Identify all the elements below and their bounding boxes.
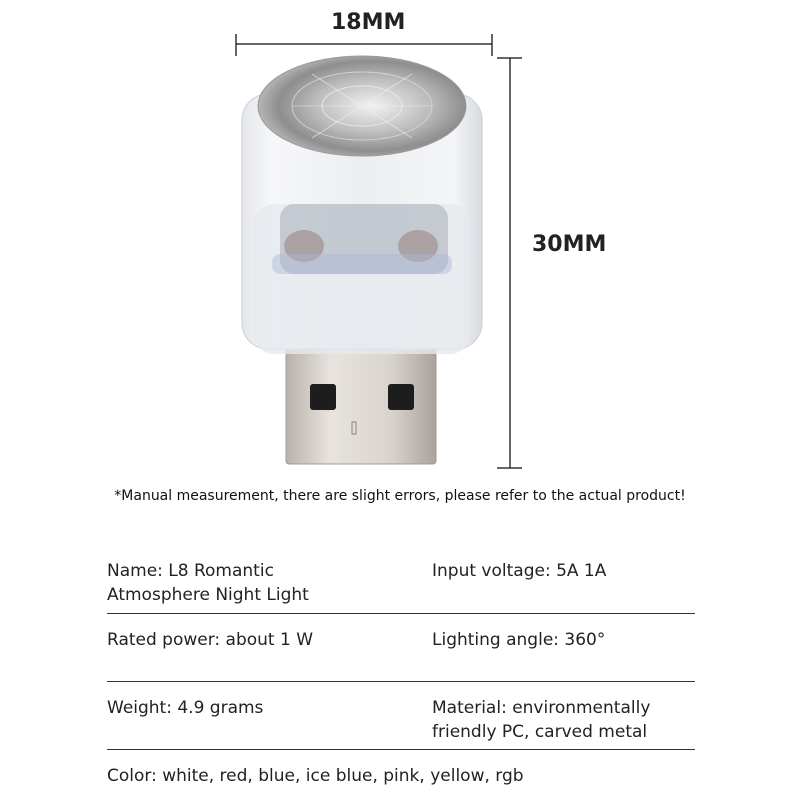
spec-name-line-1: Name: L8 Romantic (107, 561, 274, 581)
spec-color: Color: white, red, blue, ice blue, pink, yellow, rgb (107, 766, 524, 786)
measurement-disclaimer: *Manual measurement, there are slight errors, please refer to the actual product! (114, 488, 686, 504)
spec-name-line-2: Atmosphere Night Light (107, 585, 309, 605)
spec-material-line-2: friendly PC, carved metal (432, 722, 648, 742)
height-dimension-label: 30MM (532, 232, 607, 257)
spec-divider (107, 613, 695, 614)
spec-divider (107, 749, 695, 750)
spec-lighting-angle: Lighting angle: 360° (432, 630, 606, 650)
width-dimension-label: 18MM (331, 10, 406, 35)
spec-rated-power: Rated power: about 1 W (107, 630, 314, 650)
spec-weight: Weight: 4.9 grams (107, 698, 264, 718)
usb-night-light-product-image (232, 54, 492, 474)
spec-material-line-1: Material: environmentally (432, 698, 651, 718)
spec-divider (107, 681, 695, 682)
spec-name (107, 559, 309, 607)
spec-input-voltage: Input voltage: 5A 1A (432, 561, 607, 581)
spec-material (432, 696, 650, 744)
